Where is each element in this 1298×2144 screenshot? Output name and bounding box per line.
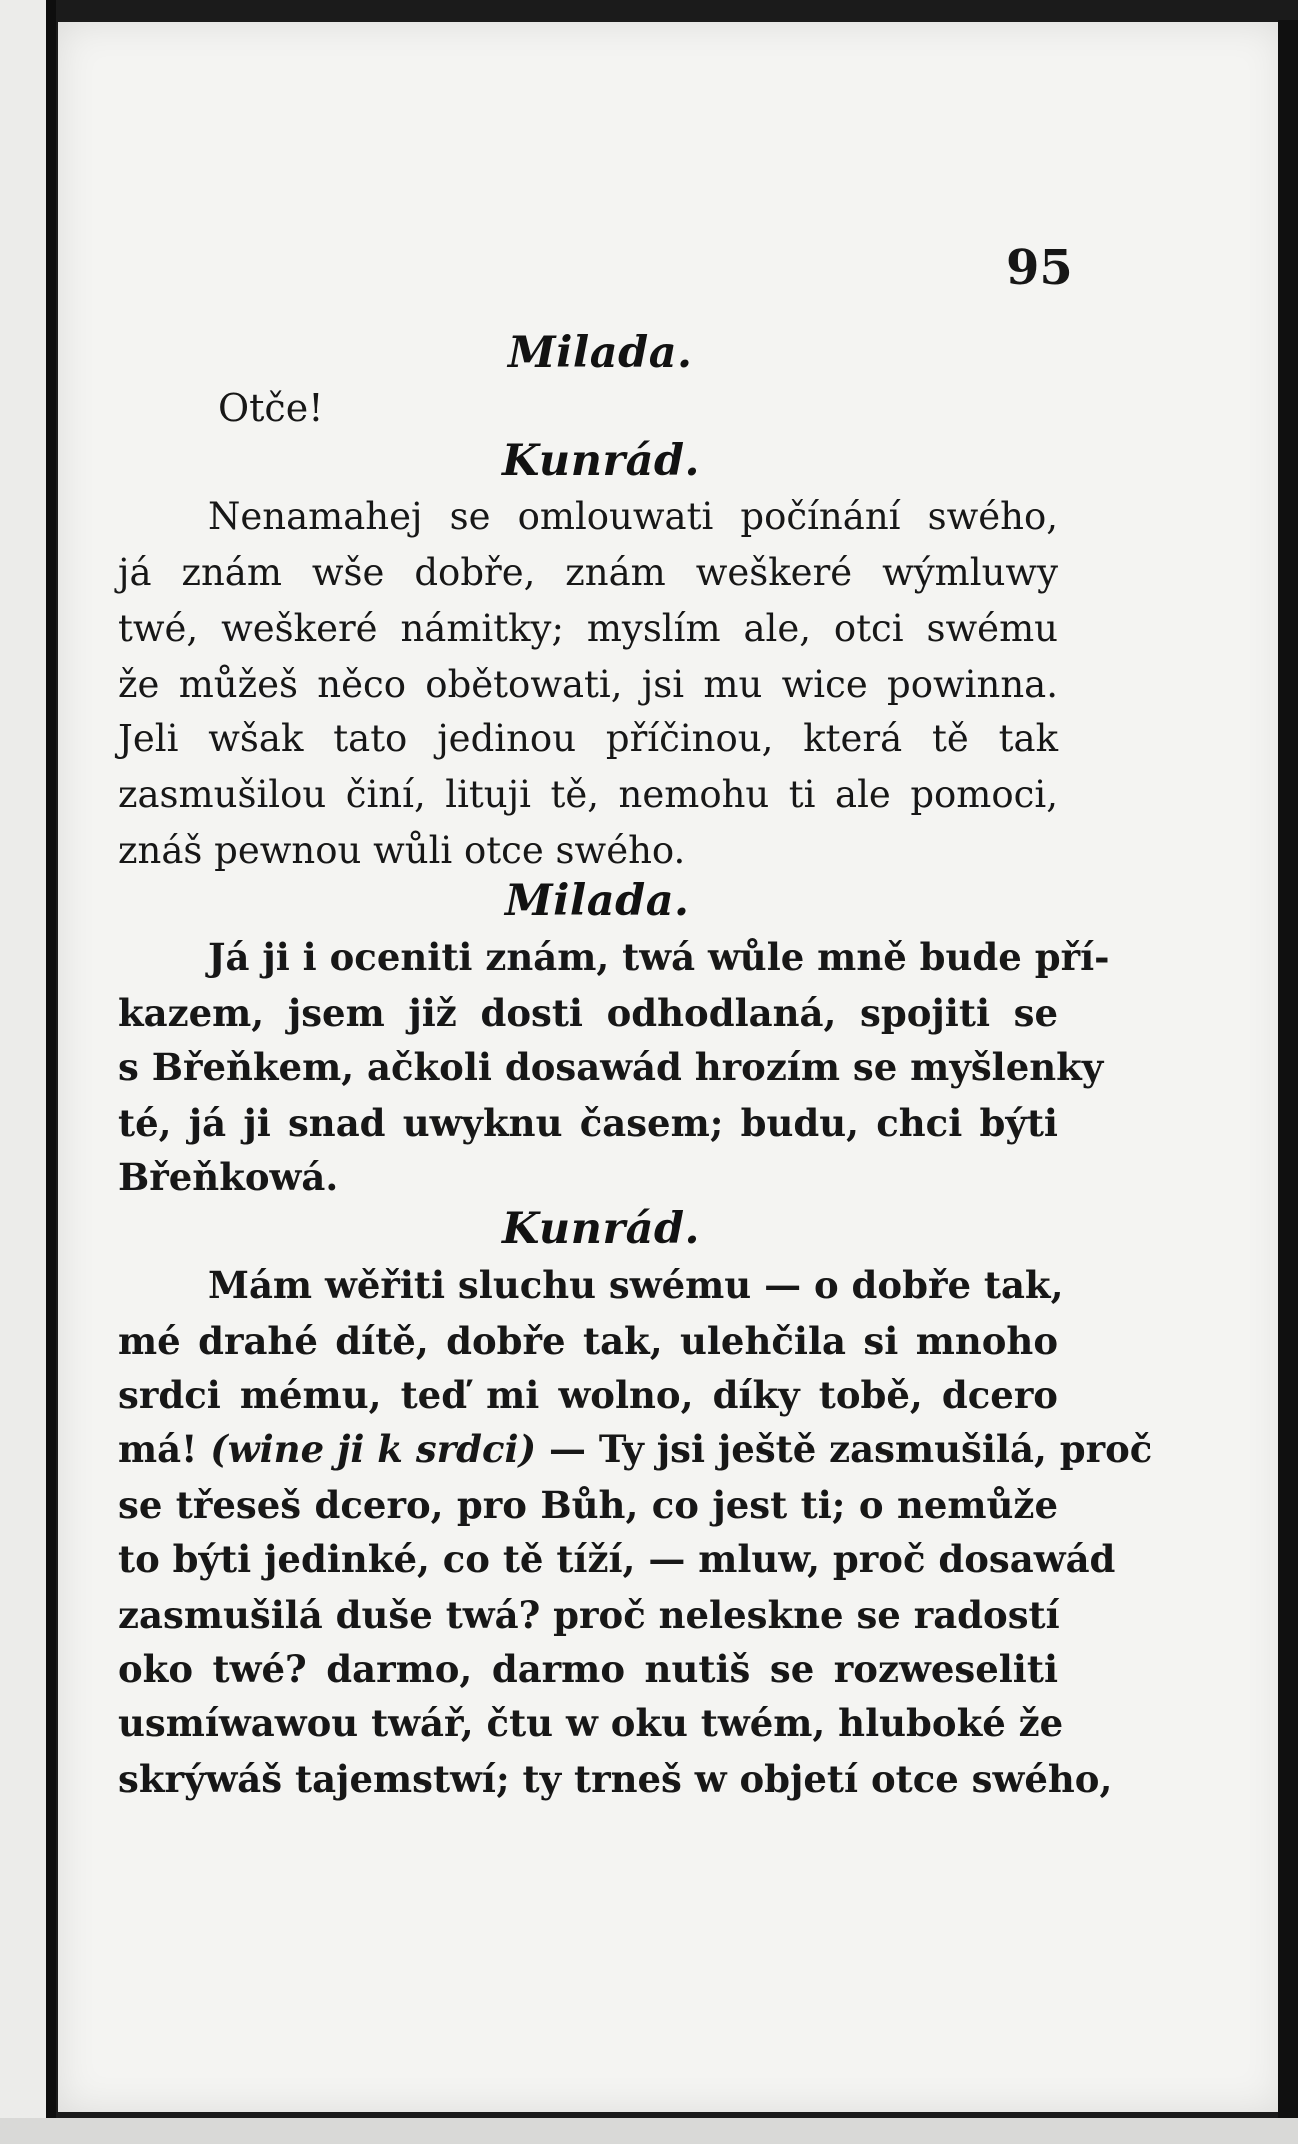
speaker-kunrad: Kunrád. [502, 436, 701, 486]
text-fragment: — Ty jsi ještě zasmušilá, proč [536, 1427, 1153, 1471]
text-line: se třeseš dcero, pro Bůh, co jest ti; o nemůže [118, 1483, 1058, 1527]
stage-direction: (wine ji k srdci) [210, 1427, 537, 1471]
text-line: usmíwawou twář, čtu w oku twém, hluboké že [118, 1701, 1064, 1745]
page-number: 95 [1006, 240, 1073, 296]
text-line: že můžeš něco obětowati, jsi mu wice powinna. [118, 663, 1058, 706]
text-line: kazem, jsem již dosti odhodlaná, spojiti se [118, 991, 1058, 1035]
text-line: zasmušilou činí, lituji tě, nemohu ti ale pomoci, [118, 773, 1058, 816]
binding-shadow [46, 0, 56, 2144]
text-line: oko twé? darmo, darmo nutiš se rozweseliti [118, 1647, 1058, 1691]
text-line: já znám wše dobře, znám weškeré wýmluwy [118, 551, 1058, 594]
bottom-page-edge [0, 2118, 1298, 2144]
text-line: znáš pewnou wůli otce swého. [118, 829, 686, 872]
text-line: s Břeňkem, ačkoli dosawád hrozím se myšlenky [118, 1045, 1104, 1089]
text-line: Já ji i oceniti znám, twá wůle mně bude pří- [208, 935, 1110, 979]
speaker-milada: Milada. [505, 876, 690, 926]
text-line: Břeňkowá. [118, 1155, 339, 1199]
text-line: Jeli wšak tato jedinou příčinou, která tě tak [118, 717, 1058, 760]
left-page-edge [0, 0, 52, 2144]
text-line: mé drahé dítě, dobře tak, ulehčila si mnoho [118, 1319, 1058, 1363]
text-line: Nenamahej se omlouwati počínání swého, [208, 495, 1058, 538]
text-line: Mám wěřiti sluchu swému — o dobře tak, [208, 1263, 1064, 1307]
speaker-milada: Milada. [508, 328, 693, 378]
speaker-kunrad: Kunrád. [502, 1204, 701, 1254]
text-line: Otče! [218, 386, 324, 430]
text-line: té, já ji snad uwyknu časem; budu, chci býti [118, 1101, 1058, 1145]
text-line: skrýwáš tajemstwí; ty trneš w objetí otce swého, [118, 1757, 1113, 1801]
text-line: zasmušilá duše twá? proč neleskne se radostí [118, 1593, 1060, 1637]
right-page-shadow [1278, 20, 1298, 2144]
text-line: srdci mému, teď mi wolno, díky tobě, dcero [118, 1373, 1058, 1417]
text-line: to býti jedinké, co tě tíží, — mluw, proč dosawád [118, 1537, 1116, 1581]
text-line-with-stage-direction [118, 1424, 1153, 1474]
text-line: twé, weškeré námitky; myslím ale, otci swému [118, 607, 1058, 650]
text-fragment: má! [118, 1427, 211, 1471]
